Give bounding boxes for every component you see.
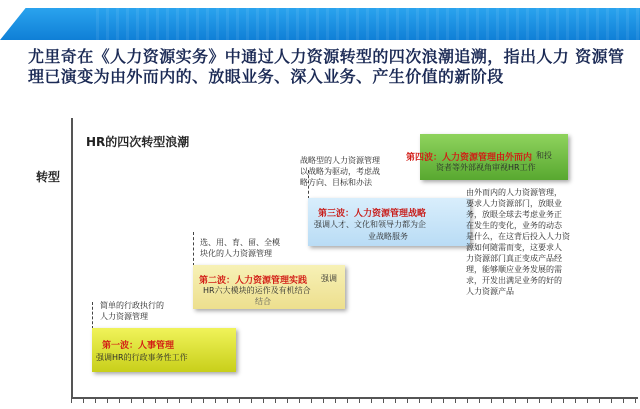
headline-line-2: 理已演变为由外而内的、放眼业务、深入业务、产生价值的新阶段 bbox=[28, 67, 504, 86]
wave-3-note bbox=[300, 155, 380, 188]
header-band-texture bbox=[96, 8, 640, 40]
wave-4-note-line: 是什么，在这背后投入人力资 bbox=[466, 232, 570, 241]
wave-4-note-line: 务，放眼全球去考虑业务正 bbox=[466, 210, 562, 219]
wave-3-box bbox=[308, 198, 470, 246]
wave-4-note-line: 理，能够顺应业务发展的需 bbox=[466, 265, 562, 274]
wave-2-desc: HR六大模块的运作及有机结合 bbox=[203, 286, 311, 295]
y-axis bbox=[71, 118, 73, 399]
wave-2-desc-tail: 强调 bbox=[321, 274, 337, 283]
wave-4-note-line: 源如何随需而变，这要求人 bbox=[466, 243, 562, 252]
wave-2-note bbox=[200, 237, 280, 259]
stair-connector-1 bbox=[92, 302, 93, 329]
wave-3-note-line: 略方向、目标和办法 bbox=[300, 178, 372, 187]
wave-2-box bbox=[193, 265, 345, 309]
chart-title: HR的四次转型浪潮 bbox=[86, 135, 190, 149]
slide-headline bbox=[28, 47, 628, 87]
headline-line-1: 尤里奇在《人力资源实务》中通过人力资源转型的四次浪潮追溯，指出人力 资源管 bbox=[28, 47, 625, 66]
wave-4-note-line: 由外而内的人力资源管理， bbox=[466, 188, 562, 197]
wave-2-note-line: 选、用、育、留、全模 bbox=[200, 238, 280, 247]
wave-4-note-line: 要求人力资源部门，放眼业 bbox=[466, 199, 562, 208]
wave-1-note bbox=[100, 300, 164, 322]
wave-2-title: 第二波：人力资源管理实践 bbox=[199, 276, 308, 286]
wave-4-desc: 资者等外部视角审视HR工作 bbox=[436, 163, 536, 172]
wave-2-note-line: 块化的人力资源管理 bbox=[200, 249, 272, 258]
wave-1-desc: 强调HR的行政事务性工作 bbox=[96, 353, 188, 362]
wave-1-box bbox=[92, 328, 236, 372]
wave-3-desc-line2: 业战略服务 bbox=[368, 232, 408, 241]
wave-4-box bbox=[406, 134, 568, 180]
wave-1-note-line: 简单的行政执行的 bbox=[100, 301, 164, 310]
x-axis-ticks bbox=[71, 399, 638, 403]
y-axis-label: 转型 bbox=[36, 170, 61, 184]
wave-1-title: 第一波：人事管理 bbox=[102, 341, 175, 351]
wave-1-note-line: 人力资源管理 bbox=[100, 312, 148, 321]
wave-3-note-line: 以战略为驱动，考虑战 bbox=[300, 167, 380, 176]
wave-4-note-line: 力资源部门真正变成产品经 bbox=[466, 254, 562, 263]
wave-3-desc-line1: 强调人才、文化和领导力都为企 bbox=[314, 220, 426, 229]
wave-2-desc-line3: 结合 bbox=[255, 297, 271, 306]
stair-connector-2 bbox=[193, 232, 194, 266]
wave-3-note-line: 战略型的人力资源管理 bbox=[300, 156, 380, 165]
wave-4-note-line: 求，开发出满足业务的好的 bbox=[466, 276, 562, 285]
wave-3-title: 第三波：人力资源管理战略 bbox=[318, 209, 427, 219]
wave-4-note bbox=[466, 187, 570, 297]
wave-4-desc-tail: 和投 bbox=[536, 151, 552, 160]
wave-4-title: 第四波：人力资源管理由外而内 bbox=[406, 153, 533, 163]
wave-4-note-line: 在发生的变化，业务的动态 bbox=[466, 221, 562, 230]
wave-4-note-line: 人力资源产品 bbox=[466, 287, 514, 296]
